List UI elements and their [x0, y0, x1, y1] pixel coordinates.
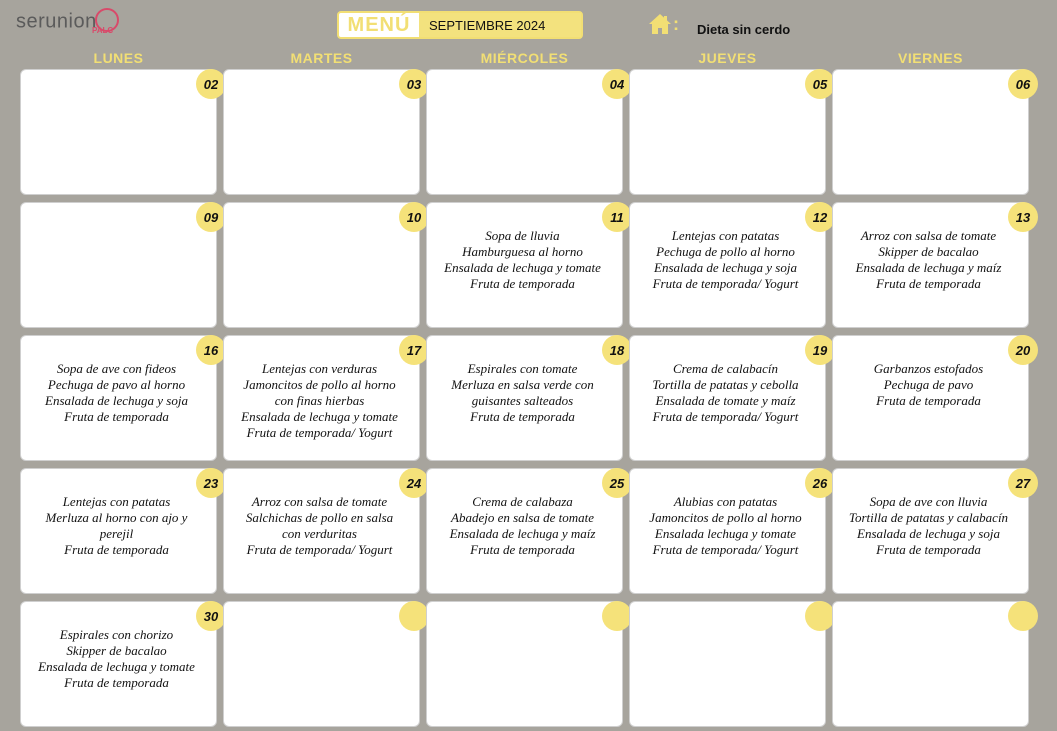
menu-items: [636, 228, 815, 292]
day-cell: [223, 601, 420, 727]
day-number-badge: [604, 603, 630, 629]
day-cell: [426, 468, 623, 594]
weekday-thursday: JUEVES: [698, 50, 757, 66]
calendar-grid: [20, 69, 1032, 727]
menu-item: Lentejas con patatas: [671, 228, 780, 243]
menu-item: Espirales con tomate: [467, 361, 578, 376]
day-number-badge: 12: [807, 204, 833, 230]
weekday-tuesday: MARTES: [290, 50, 353, 66]
menu-items: [839, 494, 1018, 558]
menu-item: con verduritas: [282, 526, 357, 541]
menu-item: Arroz con salsa de tomate: [251, 494, 388, 509]
menu-item: Ensalada de lechuga y soja: [654, 260, 797, 275]
menu-item: Pechuga de pavo al horno: [47, 377, 186, 392]
day-cell: [426, 335, 623, 461]
day-cell: [223, 202, 420, 328]
menu-month: SEPTIEMBRE 2024: [419, 13, 581, 37]
day-number-badge: 18: [604, 337, 630, 363]
brand-name: serunion: [16, 10, 97, 33]
menu-items: [839, 361, 1018, 409]
menu-item: Pechuga de pollo al horno: [656, 244, 795, 259]
day-cell: [223, 335, 420, 461]
menu-item: Fruta de temporada: [64, 675, 169, 690]
menu-item: Fruta de temporada: [64, 542, 169, 557]
day-number-badge: 04: [604, 71, 630, 97]
day-cell: [223, 468, 420, 594]
day-cell: [20, 468, 217, 594]
day-cell: [223, 69, 420, 195]
day-number-badge: [1010, 603, 1036, 629]
menu-item: Ensalada de lechuga y tomate: [444, 260, 601, 275]
menu-item: Ensalada de lechuga y tomate: [241, 409, 398, 424]
menu-items: [433, 361, 612, 425]
weekday-wednesday: MIÉRCOLES: [480, 50, 569, 66]
home-colon: :: [673, 14, 679, 34]
menu-items: [230, 361, 409, 441]
menu-item: Hamburguesa al horno: [462, 244, 583, 259]
menu-item: Fruta de temporada/ Yogurt: [246, 425, 393, 440]
menu-item: Ensalada de lechuga y maíz: [855, 260, 1002, 275]
menu-item: Crema de calabaza: [472, 494, 573, 509]
menu-items: [636, 494, 815, 558]
menu-item: Pechuga de pavo: [883, 377, 974, 392]
menu-items: [27, 494, 206, 558]
day-number-badge: [401, 603, 427, 629]
menu-item: Fruta de temporada: [876, 276, 981, 291]
menu-item: guisantes salteados: [471, 393, 574, 408]
menu-items: [636, 361, 815, 425]
home-icon: [648, 12, 672, 36]
day-number-badge: 27: [1010, 470, 1036, 496]
menu-item: Fruta de temporada/ Yogurt: [652, 409, 799, 424]
menu-item: Fruta de temporada/ Yogurt: [652, 276, 799, 291]
day-number-badge: 17: [401, 337, 427, 363]
day-number-badge: 30: [198, 603, 224, 629]
menu-item: Tortilla de patatas y cebolla: [652, 377, 799, 392]
day-number-badge: 02: [198, 71, 224, 97]
menu-item: Jamoncitos de pollo al horno: [243, 377, 396, 392]
menu-item: Fruta de temporada: [470, 276, 575, 291]
menu-item: Fruta de temporada/ Yogurt: [246, 542, 393, 557]
menu-item: Jamoncitos de pollo al horno: [649, 510, 802, 525]
menu-items: [839, 228, 1018, 292]
menu-items: [27, 627, 206, 691]
weekday-header: [20, 50, 1032, 66]
menu-label: MENÚ: [347, 13, 411, 36]
menu-item: con finas hierbas: [274, 393, 365, 408]
menu-title-box: [337, 11, 583, 39]
menu-item: Ensalada de tomate y maíz: [655, 393, 796, 408]
menu-item: Arroz con salsa de tomate: [860, 228, 997, 243]
menu-item: Ensalada de lechuga y soja: [45, 393, 188, 408]
day-cell: [629, 69, 826, 195]
weekday-monday: LUNES: [93, 50, 144, 66]
day-cell: [629, 202, 826, 328]
day-cell: [426, 69, 623, 195]
menu-item: Crema de calabacín: [673, 361, 778, 376]
day-number-badge: 09: [198, 204, 224, 230]
day-cell: [20, 202, 217, 328]
day-cell: [426, 202, 623, 328]
menu-item: Fruta de temporada: [470, 409, 575, 424]
menu-item: perejil: [99, 526, 134, 541]
day-cell: [832, 468, 1029, 594]
diet-label: Dieta sin cerdo: [697, 22, 791, 37]
menu-item: Salchichas de pollo en salsa: [245, 510, 394, 525]
day-number-badge: 23: [198, 470, 224, 496]
day-cell: [629, 601, 826, 727]
menu-item: Sopa de ave con lluvia: [869, 494, 988, 509]
menu-item: Espirales con chorizo: [59, 627, 174, 642]
menu-item: Fruta de temporada: [876, 393, 981, 408]
menu-item: Ensalada lechuga y tomate: [654, 526, 797, 541]
day-number-badge: 25: [604, 470, 630, 496]
day-cell: [20, 335, 217, 461]
menu-item: Abadejo en salsa de tomate: [451, 510, 594, 525]
day-number-badge: 24: [401, 470, 427, 496]
day-cell: [629, 335, 826, 461]
day-cell: [832, 69, 1029, 195]
menu-item: Ensalada de lechuga y soja: [857, 526, 1000, 541]
day-cell: [20, 601, 217, 727]
day-cell: [629, 468, 826, 594]
day-number-badge: 03: [401, 71, 427, 97]
menu-item: Merluza al horno con ajo y: [45, 510, 188, 525]
day-cell: [20, 69, 217, 195]
menu-item: Alubias con patatas: [673, 494, 778, 509]
day-number-badge: 13: [1010, 204, 1036, 230]
menu-item: Sopa de ave con fideos: [56, 361, 177, 376]
menu-items: [230, 494, 409, 558]
day-number-badge: [807, 603, 833, 629]
day-number-badge: 06: [1010, 71, 1036, 97]
weekday-friday: VIERNES: [898, 50, 963, 66]
day-number-badge: 20: [1010, 337, 1036, 363]
day-cell: [832, 601, 1029, 727]
menu-item: Fruta de temporada: [64, 409, 169, 424]
day-cell: [832, 202, 1029, 328]
menu-item: Fruta de temporada/ Yogurt: [652, 542, 799, 557]
menu-item: Lentejas con patatas: [62, 494, 171, 509]
menu-item: Fruta de temporada: [470, 542, 575, 557]
brand-sub: PALC: [92, 26, 114, 35]
menu-item: Sopa de lluvia: [485, 228, 560, 243]
day-number-badge: 16: [198, 337, 224, 363]
day-number-badge: 19: [807, 337, 833, 363]
menu-item: Fruta de temporada: [876, 542, 981, 557]
menu-items: [27, 361, 206, 425]
menu-items: [433, 228, 612, 292]
day-number-badge: 10: [401, 204, 427, 230]
menu-item: Skipper de bacalao: [878, 244, 979, 259]
menu-item: Lentejas con verduras: [261, 361, 378, 376]
menu-item: Skipper de bacalao: [66, 643, 167, 658]
day-cell: [426, 601, 623, 727]
menu-item: Tortilla de patatas y calabacín: [848, 510, 1009, 525]
menu-item: Ensalada de lechuga y tomate: [38, 659, 195, 674]
day-number-badge: 26: [807, 470, 833, 496]
menu-item: Garbanzos estofados: [873, 361, 984, 376]
menu-items: [433, 494, 612, 558]
day-number-badge: 11: [604, 204, 630, 230]
menu-item: Ensalada de lechuga y maíz: [449, 526, 596, 541]
menu-item: Merluza en salsa verde con: [451, 377, 594, 392]
day-cell: [832, 335, 1029, 461]
day-number-badge: 05: [807, 71, 833, 97]
